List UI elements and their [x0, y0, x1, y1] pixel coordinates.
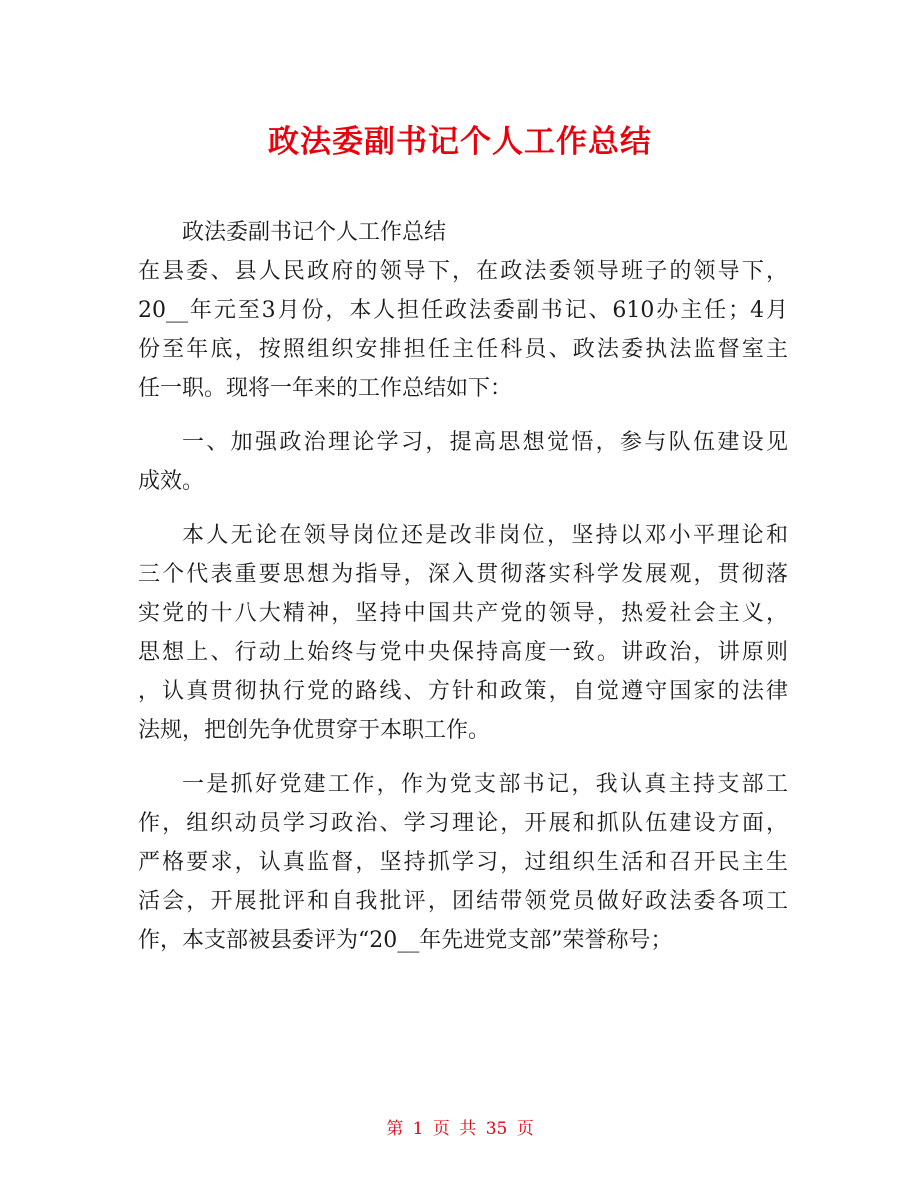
paragraph-line: 本人无论在领导岗位还是改非岗位，坚持以邓小平理论和 [182, 523, 788, 548]
page-footer [0, 1114, 920, 1139]
paragraph-line: 份至年底，按照组织安排担任主任科员、政法委执法监督室主 [138, 337, 788, 362]
page-number-label: 第 1 页 共 35 页 [386, 1119, 534, 1139]
paragraph-line: 思想上、行动上始终与党中央保持高度一致。讲政治，讲原则 [138, 640, 788, 665]
paragraph [138, 423, 788, 501]
paragraph-line: 一是抓好党建工作，作为党支部书记，我认真主持支部工 [182, 772, 788, 797]
paragraph-line: 三个代表重要思想为指导，深入贯彻落实科学发展观，贯彻落 [138, 562, 788, 587]
paragraph-line: 作，本支部被县委评为“20__年先进党支部”荣誉称号； [138, 928, 673, 953]
paragraph-line: 任一职。现将一年来的工作总结如下： [138, 376, 513, 401]
paragraph-line: 政法委副书记个人工作总结 [182, 220, 447, 245]
paragraph-line: 一、加强政治理论学习，提高思想觉悟，参与队伍建设见 [182, 430, 788, 455]
paragraph-line: 作，组织动员学习政治、学习理论，开展和抓队伍建设方面， [138, 811, 788, 836]
document-title: 政法委副书记个人工作总结 [268, 124, 652, 160]
paragraph [138, 765, 788, 960]
paragraph [138, 252, 788, 408]
paragraph-line: 20__年元至3月份，本人担任政法委副书记、610办主任；4月 [138, 298, 788, 323]
paragraph-line: 法规，把创先争优贯穿于本职工作。 [138, 718, 491, 743]
paragraph-line: 实党的十八大精神，坚持中国共产党的领导，热爱社会主义， [138, 601, 788, 626]
document-body [138, 213, 788, 960]
paragraph [138, 213, 788, 252]
paragraph-line: 在县委、县人民政府的领导下，在政法委领导班子的领导下， [138, 259, 788, 284]
paragraph-line: 成效。 [138, 469, 205, 494]
paragraph-line: 活会，开展批评和自我批评，团结带领党员做好政法委各项工 [138, 889, 788, 914]
paragraph-line: 严格要求，认真监督，坚持抓学习，过组织生活和召开民主生 [138, 850, 788, 875]
paragraph [138, 516, 788, 750]
paragraph-line: ，认真贯彻执行党的路线、方针和政策，自觉遵守国家的法律 [138, 679, 788, 704]
